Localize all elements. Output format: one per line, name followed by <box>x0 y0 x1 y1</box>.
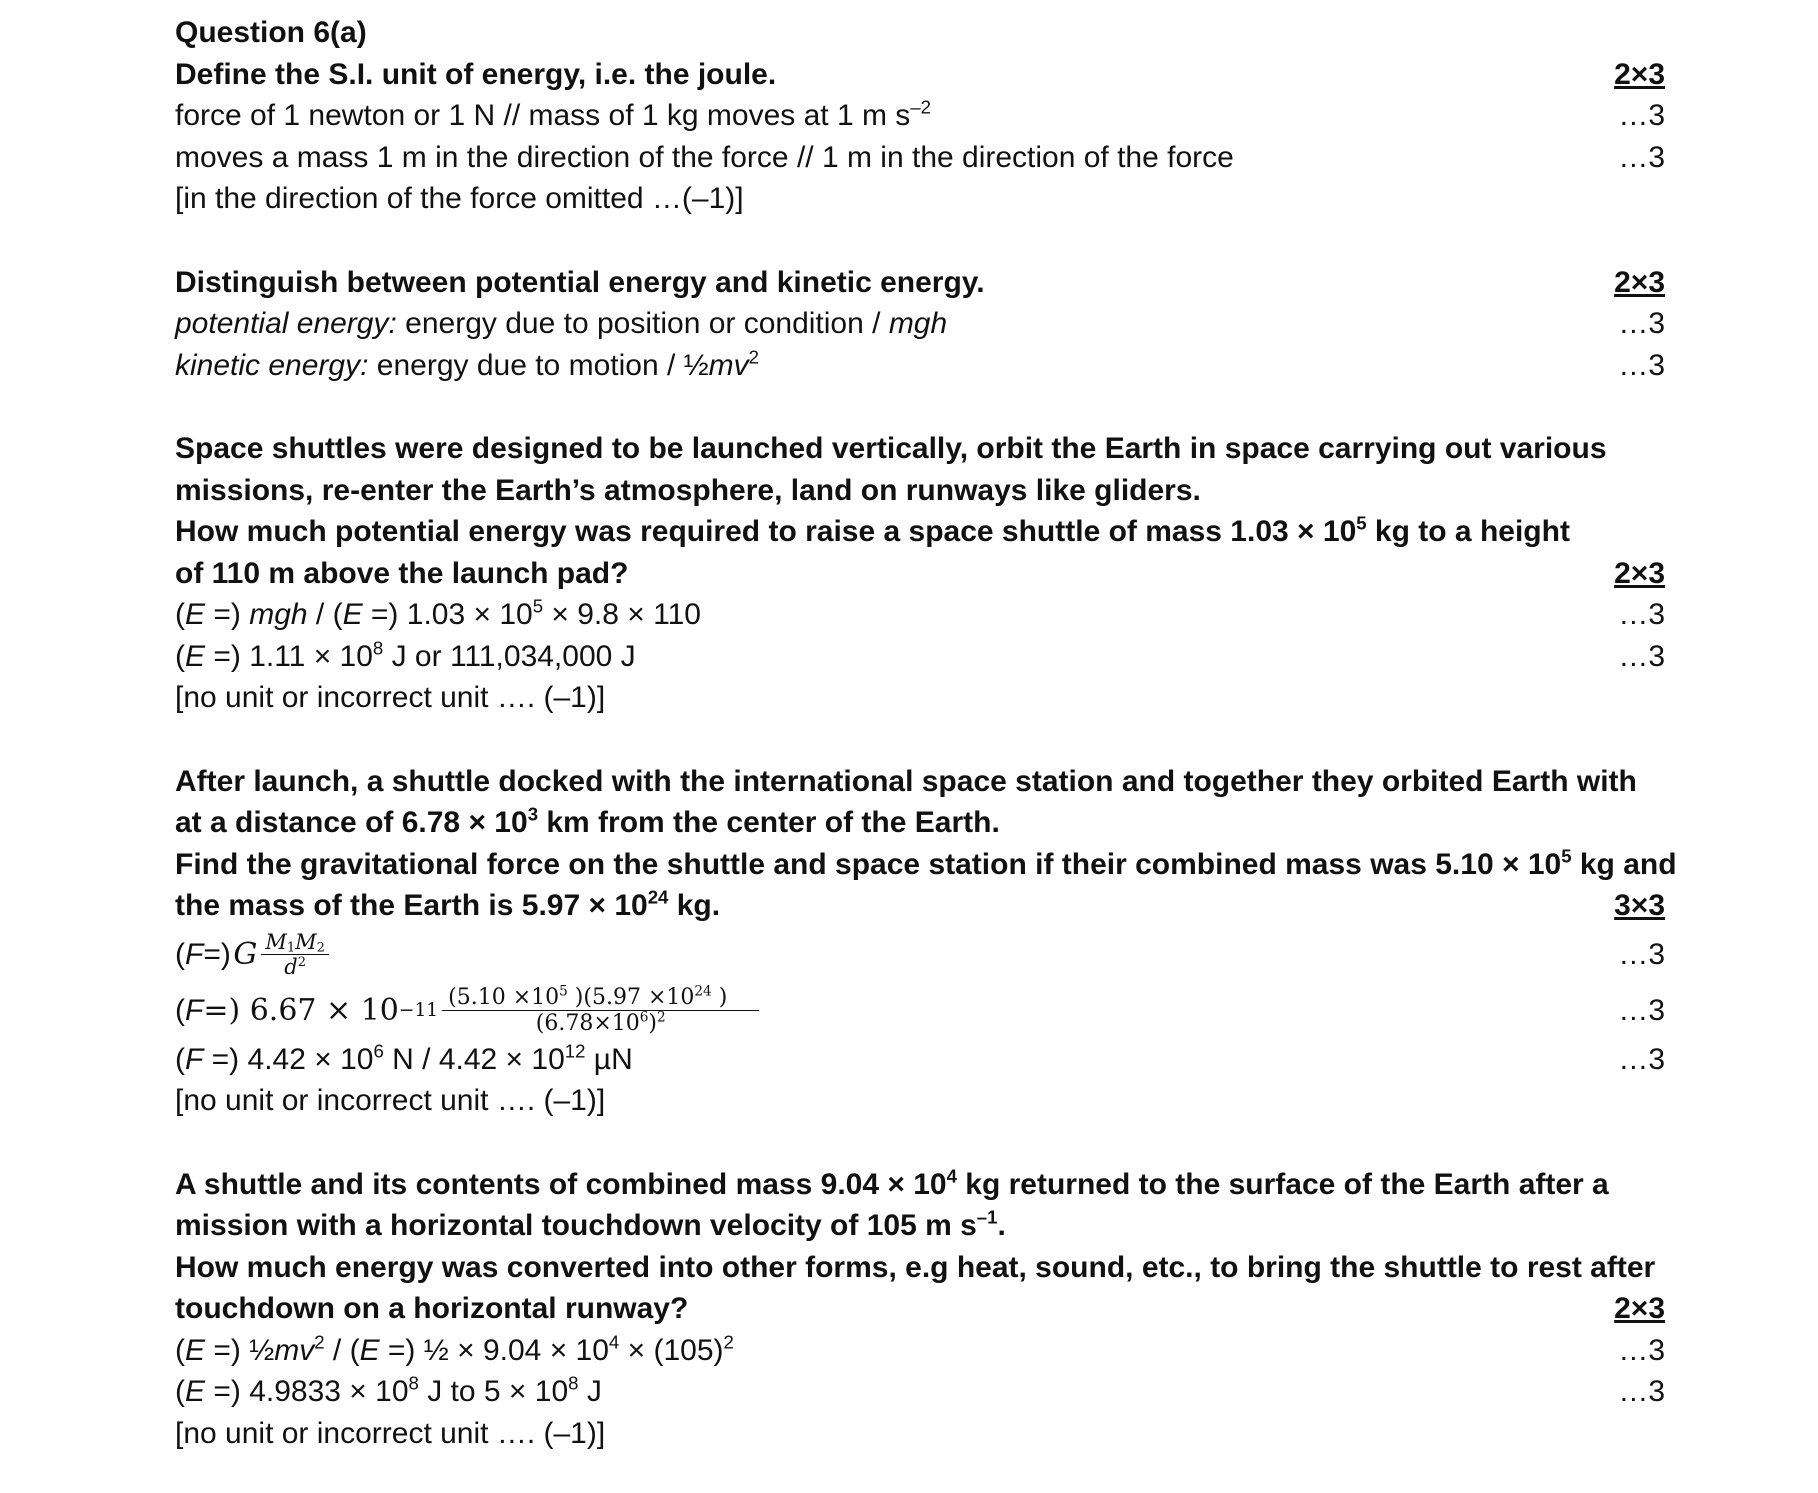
q3-answer-1: (E =) mgh / (E =) $1.03 \times 10^5 \times 9.8 \times 110$ …3 <box>175 594 1665 636</box>
q1-answer-2: moves a mass 1 m in the direction of the force // 1 m in the direction of the force …3 <box>175 137 1665 179</box>
gravitation-fraction: $\frac{M_1M_2}{d^2}$ <box>261 930 329 979</box>
q5-intro-2: mission with a horizontal touchdown velocity of 105 m $s^{-1}$. <box>175 1206 1006 1242</box>
q5-question-2: touchdown on a horizontal runway? 2×3 <box>175 1288 1665 1330</box>
marking-scheme-page <box>175 12 1677 1454</box>
q2-marks: 2×3 <box>1614 265 1665 299</box>
q5-mark-1: …3 <box>1618 1333 1665 1367</box>
q3-marks: 2×3 <box>1614 556 1665 590</box>
q3-answer-2: (E =) $1.11 \times 10^8$ J or 111,034,000 J …3 <box>175 636 1665 678</box>
q4-note: [no unit or incorrect unit …. (–1)] <box>175 1084 606 1117</box>
q1-question-text: Define the S.I. unit of energy, i.e. the joule. <box>175 57 777 91</box>
q3-mark-2: …3 <box>1618 639 1665 673</box>
question-heading <box>175 12 1665 54</box>
q4-answer: (F =) $4.42 \times 10^6$ $N / 4.42 \times 10^{12}$ µN …3 <box>175 1039 1665 1081</box>
q5-intro-1: A shuttle and its contents of combined mass $9.04 \times 10^4$ kg returned to the surface of the Earth after a <box>175 1164 1609 1201</box>
q3-question-2: of 110 m above the launch pad? 2×3 <box>175 553 1665 595</box>
q4-formula-1: ( F =) G $\frac{M_1M_2}{d^2}$ …3 <box>175 927 1665 983</box>
q1-mark-1: …3 <box>1618 99 1665 132</box>
q4-marks: 3×3 <box>1614 889 1665 922</box>
q5-mark-2: …3 <box>1618 1375 1665 1408</box>
q4-formula-2: ( F =) 6.67 × 10 −11 $\frac{(5.10 \times 10^5 )(5.97 \times 10^{24} )}{(6.78\times 10^6)^2}$ …3 <box>175 983 1665 1039</box>
q1-answer-1: force of 1 newton or 1 N // mass of 1 kg moves at 1 m $s^{-2}$ …3 <box>175 95 1665 137</box>
q4-mark-1: …3 <box>1618 937 1665 971</box>
q5-note: [no unit or incorrect unit …. (–1)] <box>175 1416 606 1450</box>
q1-mark-2: …3 <box>1618 140 1665 174</box>
q4-mark-3: …3 <box>1618 1042 1665 1076</box>
q3-mark-1: …3 <box>1618 598 1665 631</box>
q2-kinetic-energy: kinetic energy: energy due to motion / $\frac{1}{2}mv^2$ …3 <box>175 345 1665 387</box>
q5-marks: 2×3 <box>1614 1292 1665 1325</box>
q5-question-1: How much energy was converted into other forms, e.g heat, sound, etc., to bring the shuttle to rest after <box>175 1250 1656 1284</box>
heading-text: Question 6(a) <box>175 16 367 49</box>
q4-mark-2: …3 <box>1618 993 1665 1027</box>
substitution-fraction: $\frac{(5.10 \times 10^5 )(5.97 \times 10^{24} )}{(6.78\times 10^6)^2}$ <box>442 985 759 1037</box>
q1-marks: 2×3 <box>1614 57 1665 91</box>
q3-note: [no unit or incorrect unit …. (–1)] <box>175 681 606 714</box>
q3-intro-1: Space shuttles were designed to be launched vertically, orbit the Earth in space carrying out various <box>175 432 1607 465</box>
q3-intro-2: missions, re-enter the Earth’s atmosphere, land on runways like gliders. <box>175 473 1201 507</box>
q4-question-1: Find the gravitational force on the shuttle and space station if their combined mass was $5.10 \times 10^5$ kg and <box>175 844 1677 881</box>
q4-intro-1: After launch, a shuttle docked with the international space station and together they orbited Earth with <box>175 764 1637 798</box>
q3-question-1: How much potential energy was required to raise a space shuttle of mass $1.03 \times 10^5$ kg to a height <box>175 512 1570 548</box>
q2-mark-2: …3 <box>1618 348 1665 382</box>
q2-mark-1: …3 <box>1618 307 1665 340</box>
q1-question <box>175 54 1665 96</box>
q5-answer-2: (E =) $4.9833 \times 10^8$ J to $5 \times 10^8$ J …3 <box>175 1371 1665 1413</box>
q2-potential-energy: potential energy: energy due to position or condition / mgh …3 <box>175 303 1665 345</box>
q2-question: Distinguish between potential energy and kinetic energy. 2×3 <box>175 262 1665 304</box>
q5-answer-1: (E =) $\frac{1}{2}mv^2 / (E$ =) ½ × $9.04 \times 10^4 \times (105)^2$ …3 <box>175 1330 1665 1372</box>
q1-note: [in the direction of the force omitted …(–1)] <box>175 182 744 215</box>
q4-intro-2: at a distance of $6.78 \times 10^3$ km from the center of the Earth. <box>175 803 1000 839</box>
q4-question-2: the mass of the Earth is $5.97 \times 10^{24}$ kg. 3×3 <box>175 885 1665 927</box>
